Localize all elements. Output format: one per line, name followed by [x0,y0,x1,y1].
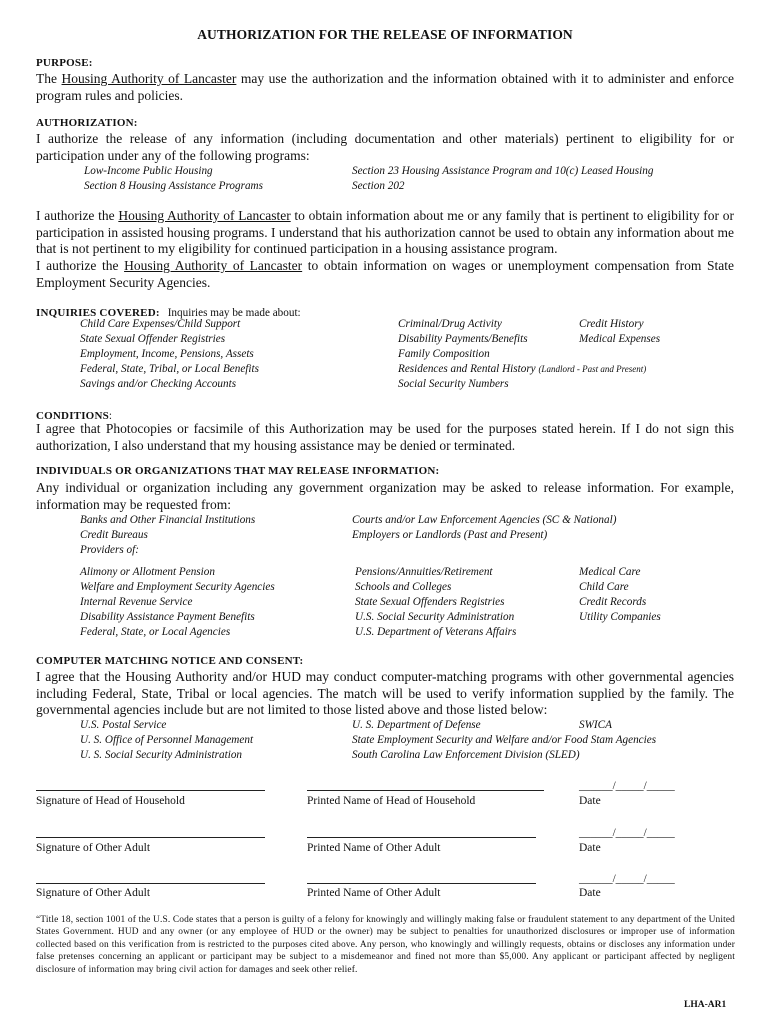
agency-item: U.S. Postal Service [80,719,167,731]
release-item: Welfare and Employment Security Agencies [80,581,275,593]
release-item: Utility Companies [579,611,661,623]
purpose-text [36,71,734,104]
release-item: Providers of: [80,544,139,556]
release-group1-left [80,513,255,558]
agency-item: U. S. Social Security Administration [80,749,243,761]
date-line-3[interactable]: ______/_____/_____ [579,873,675,885]
release-item: Child Care [579,581,629,593]
purpose-agency: Housing Authority of Lancaster [61,71,237,86]
inquiry-item: Criminal/Drug Activity [398,318,502,330]
release-item: State Sexual Offenders Registries [355,596,505,608]
matching-text: I agree that the Housing Authority and/or HUD may conduct computer-matching programs with other governmental agencies including Federal, State, Tribal or local agencies. The match will be used to verify information supplied by the family. The governmental agencies include but are not limited to those listed above and those listed below: [36,669,734,718]
release-group2-col2 [355,565,516,640]
date-label-1: Date [579,795,601,807]
purpose-heading: PURPOSE: [36,57,93,69]
inquiry-item: Family Composition [398,348,490,360]
release-item: U.S. Social Security Administration [355,611,515,623]
auth-p3-post: to obtain information on wages or unemployment compensation from State Employment Security Agencies. [36,258,735,290]
programs-right [352,164,653,194]
head-signature-line[interactable] [36,790,265,791]
adult2-signature-label: Signature of Other Adult [36,887,151,899]
matching-col1 [80,718,253,763]
adult2-signature-line[interactable] [36,883,265,884]
inquiry-item: Social Security Numbers [398,378,509,390]
inquiries-col1 [80,317,259,392]
agency-item: U. S. Department of Defense [352,719,481,731]
release-item: Medical Care [579,566,641,578]
landlord-note: (Landlord - Past and Present) [538,364,647,374]
matching-col3 [579,718,612,733]
auth-p2-agency: Housing Authority of Lancaster [118,208,291,223]
inquiries-intro: Inquiries may be made about: [167,307,301,319]
auth-p3-pre: I authorize the [36,258,125,273]
head-printed-name-label: Printed Name of Head of Household [307,795,476,807]
head-signature-label: Signature of Head of Household [36,795,185,807]
date-label-2: Date [579,842,601,854]
auth-p2-pre: I authorize the [36,208,119,223]
release-item: Credit Bureaus [80,529,148,541]
agency-item: SWICA [579,719,612,731]
inquiry-item: Child Care Expenses/Child Support [80,318,241,330]
adult2-printed-name-line[interactable] [307,883,536,884]
authorization-text: I authorize the release of any information (including documentation and other materials) pertinent to eligibility for or participation under any of the following programs: [36,131,734,163]
date-line-2[interactable]: ______/_____/_____ [579,827,675,839]
adult1-signature-line[interactable] [36,837,265,838]
release-item: Employers or Landlords (Past and Present) [352,529,548,541]
form-title: AUTHORIZATION FOR THE RELEASE OF INFORMATION [197,27,573,42]
inquiries-heading: INQUIRIES COVERED: [36,307,160,319]
release-heading: INDIVIDUALS OR ORGANIZATIONS THAT MAY RELEASE INFORMATION: [36,465,440,477]
adult1-signature-label: Signature of Other Adult [36,842,151,854]
purpose-pre: The [36,71,62,86]
program-item: Section 8 Housing Assistance Programs [84,180,263,192]
authorization-paragraph-2 [36,208,734,258]
inquiries-col3 [579,317,660,347]
programs-left [84,164,263,194]
authorization-heading: AUTHORIZATION: [36,117,138,129]
program-item: Low-Income Public Housing [84,165,213,177]
agency-item: South Carolina Law Enforcement Division (SLED) [352,749,580,761]
release-item: Federal, State, or Local Agencies [80,626,231,638]
conditions-heading-line: CONDITIONS: [36,410,113,422]
authorization-paragraph-3 [36,258,734,291]
release-item: Schools and Colleges [355,581,452,593]
date-label-3: Date [579,887,601,899]
adult1-printed-name-line[interactable] [307,837,536,838]
program-item: Section 202 [352,180,405,192]
head-printed-name-line[interactable] [307,790,544,791]
form-code: LHA-AR1 [684,1000,727,1010]
agency-item: State Employment Security and Welfare and/or Food Stam Agencies [352,734,657,746]
inquiry-item: Residences and Rental History (Landlord - Past and Present) [398,363,647,375]
release-item: Pensions/Annuities/Retirement [355,566,493,578]
inquiry-item: Credit History [579,318,644,330]
release-group2-col1 [80,565,275,640]
legal-notice: “Title 18, section 1001 of the U.S. Code states that a person is guilty of a felony for knowingly and willingly making false or fraudulent statement to any department of the United States Government. HUD and any owner (or any employee of HUD or the owner) may be subject to penalties for unauthorized disclosures or improper use of information collected based on this verification from is restricted to the purposes cited above. Any person, who knowingly and willingly requests, obtains or discloses any information under false pretenses concerning an applicant or participant may be subject to a misdemeanor and fined not more than $5,000. Any applicant or participant affected by negligent disclosure of information may bring civil action for damages and seek other relief. [36,915,735,975]
adult2-printed-name-label: Printed Name of Other Adult [307,887,441,899]
date-line-1[interactable]: ______/_____/_____ [579,780,675,792]
inquiry-item: State Sexual Offender Registries [80,333,226,345]
conditions-text: I agree that Photocopies or facsimile of this Authorization may be used for the purposes stated herein. If I do not sign this authorization, I also understand that my housing assistance may be denied or terminated. [36,421,734,453]
release-item: Disability Assistance Payment Benefits [80,611,255,623]
program-item: Section 23 Housing Assistance Program and 10(c) Leased Housing [352,165,654,177]
auth-p3-agency: Housing Authority of Lancaster [124,258,303,273]
release-item: Banks and Other Financial Institutions [80,514,256,526]
release-group1-right [352,513,616,543]
agency-item: U. S. Office of Personnel Management [80,734,254,746]
inquiry-item: Medical Expenses [579,333,661,345]
auth-p2-post: to obtain information about me or any family that is pertinent to eligibility for or participation in assisted housing programs. I understand that his authorization cannot be used to obtain any information about me that is not pertinent to my eligibility for continued participation in a housing assistance program. [36,208,734,257]
inquiry-item: Federal, State, Tribal, or Local Benefits [80,363,259,375]
adult1-printed-name-label: Printed Name of Other Adult [307,842,441,854]
release-item: Internal Revenue Service [80,596,193,608]
release-item: Credit Records [579,596,647,608]
conditions-heading: CONDITIONS [36,410,109,422]
inquiry-item: Savings and/or Checking Accounts [80,378,237,390]
release-text: Any individual or organization including any government organization may be asked to release information. For example, information may be requested from: [36,480,734,512]
release-item: Courts and/or Law Enforcement Agencies (SC & National) [352,514,617,526]
release-group2-col3 [579,565,661,625]
purpose-post: may use the authorization and the information obtained with it to administer and enforce program rules and policies. [36,71,734,103]
release-item: Alimony or Allotment Pension [80,566,215,578]
matching-heading: COMPUTER MATCHING NOTICE AND CONSENT: [36,655,304,667]
release-item: U.S. Department of Veterans Affairs [355,626,517,638]
inquiry-item: Disability Payments/Benefits [398,333,528,345]
inquiry-item: Employment, Income, Pensions, Assets [80,348,254,360]
